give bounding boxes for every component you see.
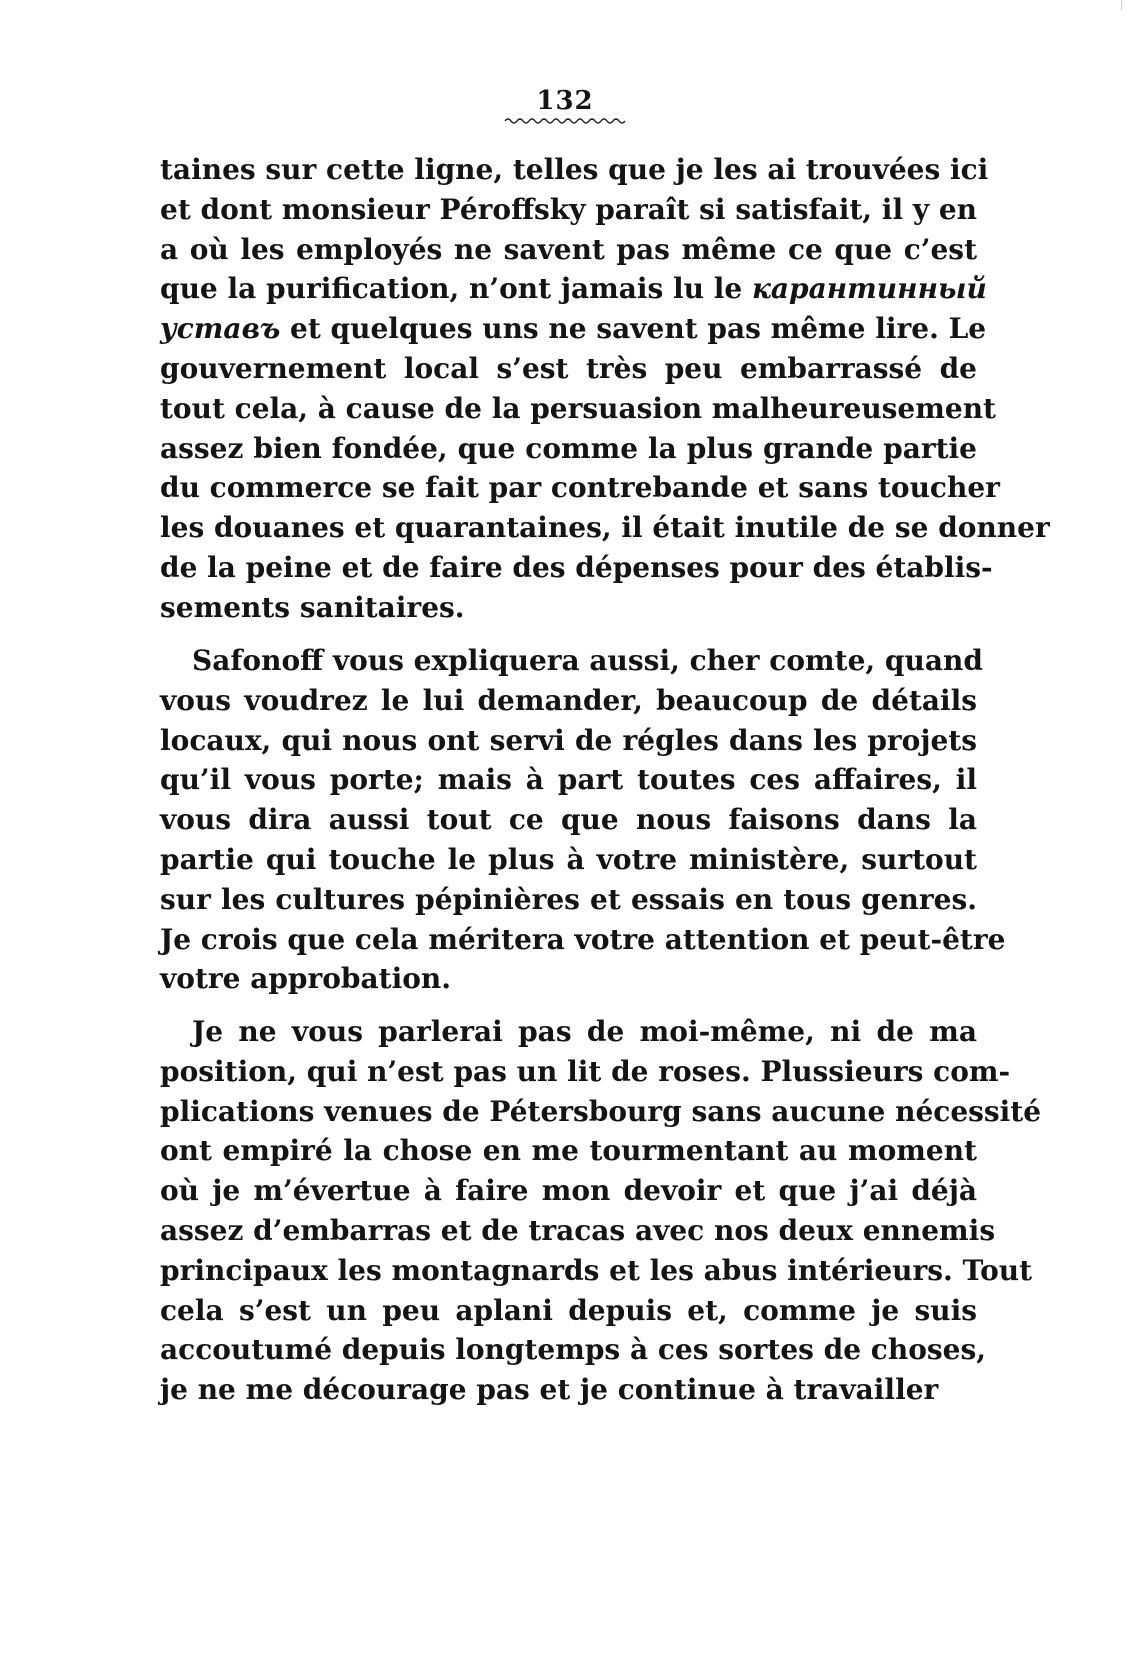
text-segment: et quelques uns ne savent pas même lire. Le	[280, 312, 987, 346]
text-segment: cela s’est un peu aplani depuis et, comme je suis	[160, 1293, 977, 1327]
text-segment: locaux, qui nous ont servi de régles dans les projets	[160, 723, 977, 757]
text-segment: que la purification, n’ont jamais lu le	[160, 272, 752, 306]
text-segment: ont empiré la chose en me tourmentant au moment	[160, 1134, 977, 1168]
text-line	[160, 548, 993, 588]
page-number: 132	[536, 86, 594, 116]
wavy-rule-ornament	[503, 116, 627, 126]
text-segment: qu’il vous porte; mais à part toutes ces affaires, il	[160, 763, 977, 797]
text-line	[160, 681, 977, 721]
text-segment: assez d’embarras et de tracas avec nos deux ennemis	[160, 1213, 996, 1247]
russian-term: карантинный	[751, 272, 987, 306]
text-segment: Je ne vous parlerai pas de moi-même, ni de ma	[192, 1015, 977, 1048]
text-line	[160, 1012, 977, 1052]
text-segment: plications venues de Pétersbourg sans aucune nécessité	[160, 1094, 1042, 1128]
text-line	[160, 230, 977, 270]
text-line	[160, 349, 977, 389]
text-line	[160, 1251, 1033, 1291]
text-line	[160, 1330, 986, 1370]
text-segment: Je crois que cela méritera votre attention et peut-être	[160, 922, 1006, 956]
text-line	[160, 588, 977, 628]
text-segment: accoutumé depuis longtemps à ces sortes de choses,	[160, 1333, 986, 1367]
text-segment: Safonoff vous expliquera aussi, cher comte, quand	[192, 644, 983, 677]
text-segment: taines sur cette ligne, telles que je les ai trouvées ici	[160, 153, 989, 186]
text-segment: du commerce se fait par contrebande et sans toucher	[160, 471, 1000, 505]
text-line	[160, 880, 977, 920]
text-segment: les douanes et quarantaines, il était inutile de se donner	[160, 511, 1050, 545]
text-segment: principaux les montagnards et les abus intérieurs. Tout	[160, 1253, 1033, 1287]
text-line	[160, 1092, 1042, 1132]
text-line	[160, 309, 987, 349]
text-line	[160, 508, 1050, 548]
text-segment: de la peine et de faire des dépenses pour des établis-	[160, 550, 993, 584]
paragraph-2	[160, 641, 1006, 999]
text-line	[160, 1370, 977, 1410]
page-header	[495, 86, 635, 126]
text-segment: je ne me décourage pas et je continue à travailler	[160, 1373, 939, 1407]
text-segment: et dont monsieur Péroffsky paraît si satisfait, il y en	[160, 192, 978, 226]
text-line	[160, 800, 977, 840]
text-segment: sur les cultures pépinières et essais en tous genres.	[160, 882, 977, 916]
text-segment: gouvernement local s’est très peu embarrassé de	[160, 351, 977, 385]
text-segment: tout cela, à cause de la persuasion malheureusement	[160, 391, 996, 425]
text-line	[160, 1131, 977, 1171]
text-line	[160, 389, 996, 429]
text-line	[160, 721, 977, 761]
scan-edge-mark	[1121, 0, 1122, 10]
text-line	[160, 429, 977, 469]
text-line	[160, 760, 977, 800]
text-segment: position, qui n’est pas un lit de roses. Plussieurs com-	[160, 1054, 1011, 1088]
text-segment: sements sanitaires.	[160, 590, 465, 624]
paragraph-1	[160, 150, 1050, 628]
text-segment: où je m’évertue à faire mon devoir et que j’ai déjà	[160, 1174, 977, 1208]
text-segment: vous voudrez le lui demander, beaucoup de détails	[160, 683, 977, 717]
text-line	[160, 190, 977, 230]
text-line	[160, 269, 987, 309]
text-segment: assez bien fondée, que comme la plus grande partie	[160, 431, 977, 465]
text-line	[160, 1211, 996, 1251]
text-segment: votre approbation.	[160, 962, 451, 996]
text-segment: a où les employés ne savent pas même ce que c’est	[160, 232, 977, 266]
text-line	[160, 840, 977, 880]
text-line	[160, 1171, 977, 1211]
text-line	[160, 1291, 977, 1331]
text-line	[160, 150, 989, 190]
text-line	[160, 1052, 1011, 1092]
text-line	[160, 920, 1006, 960]
text-line	[160, 468, 1000, 508]
paragraph-3	[160, 1012, 1042, 1410]
text-segment: partie qui touche le plus à votre ministère, surtout	[160, 842, 977, 876]
text-line	[160, 641, 983, 681]
text-segment: vous dira aussi tout ce que nous faisons dans la	[160, 803, 977, 837]
russian-term: уставъ	[160, 312, 281, 346]
text-line	[160, 959, 977, 999]
